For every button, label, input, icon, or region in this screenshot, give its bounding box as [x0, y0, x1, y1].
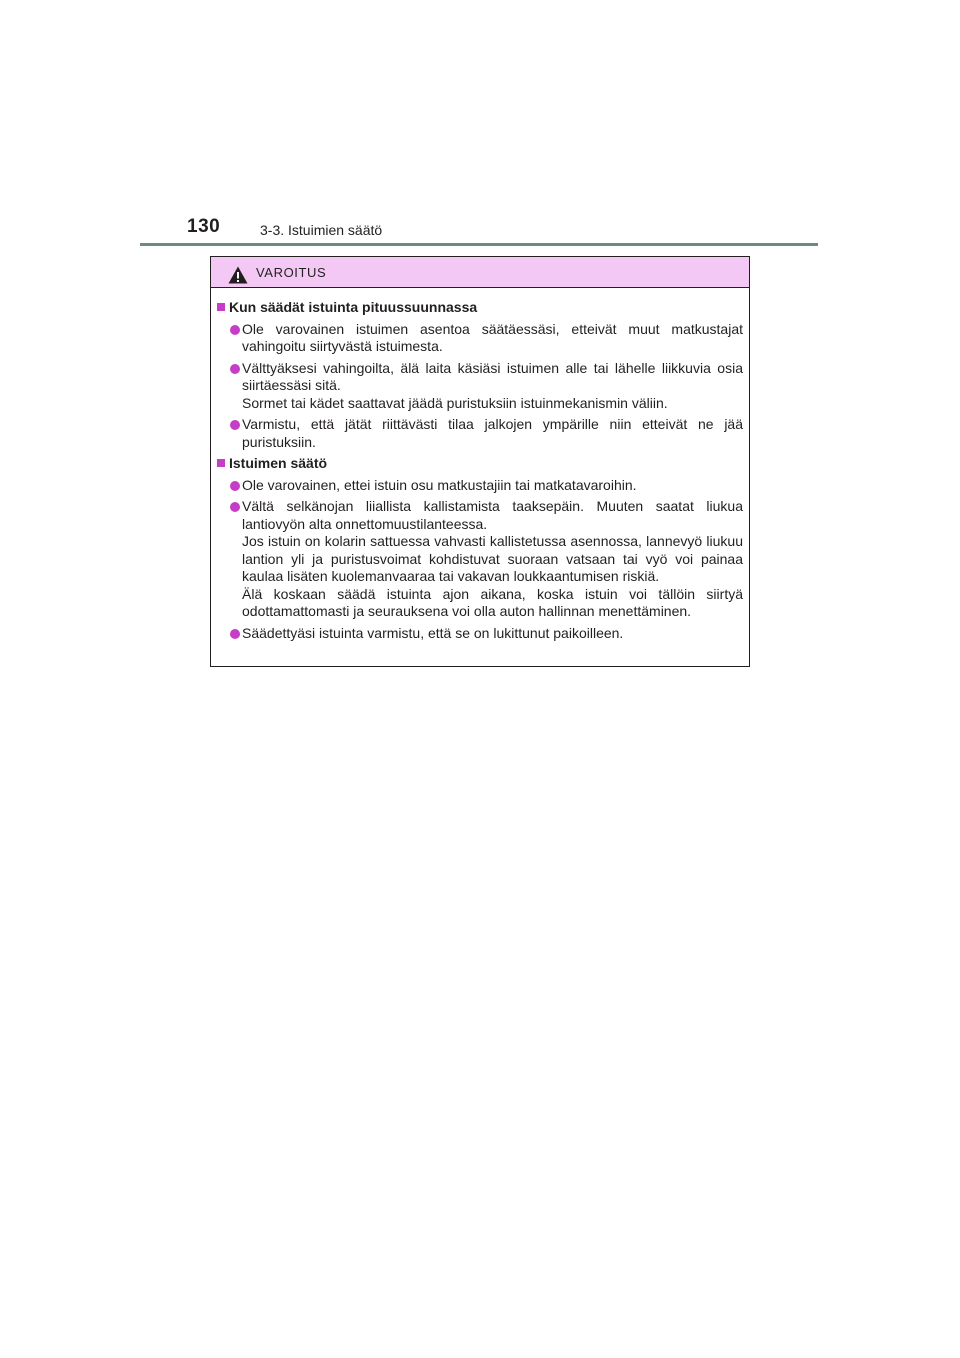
list-item	[217, 625, 743, 643]
header-divider	[140, 243, 818, 246]
list-item	[217, 321, 743, 356]
circle-bullet-icon	[230, 364, 240, 374]
square-bullet-icon	[217, 459, 225, 467]
circle-bullet-icon	[230, 502, 240, 512]
warning-box	[210, 256, 750, 667]
circle-bullet-icon	[230, 481, 240, 491]
section-title: 3-3. Istuimien säätö	[260, 222, 383, 238]
item-text: Ole varovainen istuimen asentoa säätäessäsi, etteivät muut matkustajat vahingoitu siirtyvästä istuimesta.	[242, 320, 743, 354]
heading-text: Istuimen säätö	[229, 455, 328, 471]
list-item	[217, 477, 743, 495]
item-text: Sormet tai kädet saattavat jäädä puristuksiin istuinmekanismin väliin.	[242, 394, 668, 411]
section-heading	[217, 299, 743, 317]
circle-bullet-icon	[230, 420, 240, 430]
square-bullet-icon	[217, 303, 225, 311]
list-item	[217, 416, 743, 451]
item-text: Vältä selkänojan liiallista kallistamista taaksepäin. Muuten saatat liukua lantiovyön alta onnettomuustilanteessa.	[242, 498, 743, 532]
warning-body	[211, 288, 749, 642]
circle-bullet-icon	[230, 629, 240, 639]
item-text: Ole varovainen, ettei istuin osu matkustajiin tai matkatavaroihin.	[242, 476, 637, 493]
item-text: Säädettyäsi istuinta varmistu, että se on lukittunut paikoilleen.	[242, 624, 624, 641]
page-number: 130	[187, 216, 221, 237]
item-text: Älä koskaan säädä istuinta ajon aikana, koska istuin voi tällöin siirtyä odottamattomasti ja seurauksena voi olla auton hallinnan menettäminen.	[242, 585, 743, 619]
item-text: Jos istuin on kolarin sattuessa vahvasti kallistetussa asennossa, lannevyö liukuu lantion yli ja puristusvoimat kohdistuvat suoraan vatsaan tai vyö voi painaa kaulaa lisäten kuolemanvaaraa tai vakavan loukkaantumisen riskiä.	[242, 533, 743, 584]
list-item	[217, 498, 743, 621]
heading-text: Kun säädät istuinta pituussuunnassa	[229, 299, 478, 315]
warning-label: VAROITUS	[256, 265, 327, 280]
item-text: Varmistu, että jätät riittävästi tilaa jalkojen ympärille niin etteivät ne jää puristuksiin.	[242, 416, 743, 450]
item-text: Välttyäksesi vahingoilta, älä laita käsiäsi istuimen alle tai lähelle liikkuvia osia siirtäessäsi sitä.	[242, 359, 743, 393]
section-heading	[217, 455, 743, 473]
list-item	[217, 360, 743, 413]
circle-bullet-icon	[230, 325, 240, 335]
warning-header	[211, 257, 749, 288]
warning-triangle-icon	[228, 266, 248, 284]
